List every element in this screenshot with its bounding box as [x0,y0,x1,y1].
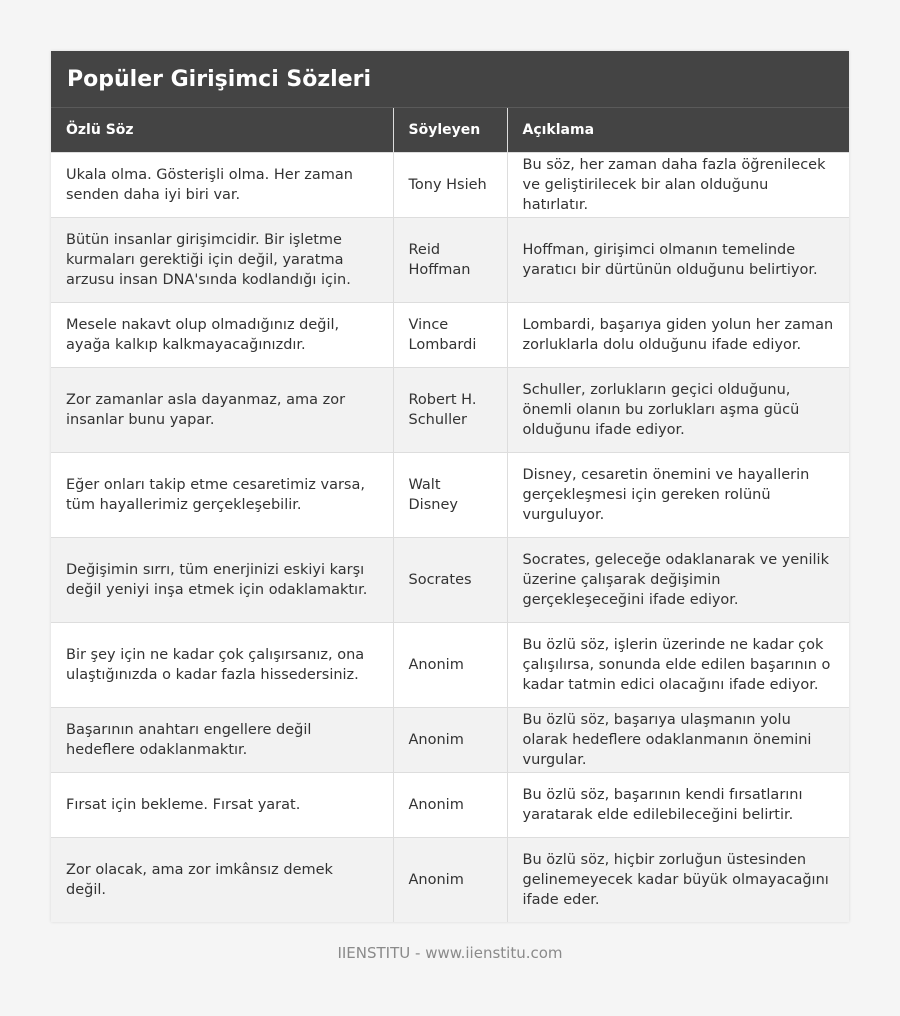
quote-cell: Zor olacak, ama zor imkânsız demek değil. [51,837,393,922]
table-title: Popüler Girişimci Sözleri [51,51,849,108]
table-header-row [51,108,849,152]
quote-cell: Fırsat için bekleme. Fırsat yarat. [51,772,393,837]
quotes-card [51,51,849,922]
table-row [51,367,849,452]
author-cell: Reid Hoffman [393,217,507,302]
quote-cell: Bütün insanlar girişimcidir. Bir işletme kurmaları gerektiği için değil, yaratma arzusu insan DNA'sında kodlandığı için. [51,217,393,302]
quote-cell: Eğer onları takip etme cesaretimiz varsa, tüm hayallerimiz gerçekleşebilir. [51,452,393,537]
author-cell: Anonim [393,837,507,922]
author-cell: Anonim [393,772,507,837]
quote-cell: Bir şey için ne kadar çok çalışırsanız, ona ulaştığınızda o kadar fazla hissedersiniz. [51,622,393,707]
description-cell: Bu özlü söz, başarıya ulaşmanın yolu olarak hedeflere odaklanmanın önemini vurgular. [507,707,849,772]
table-row [51,772,849,837]
quotes-table [51,108,849,922]
quote-cell: Mesele nakavt olup olmadığınız değil, ayağa kalkıp kalkmayacağınızdır. [51,302,393,367]
description-cell: Bu özlü söz, işlerin üzerinde ne kadar çok çalışılırsa, sonunda elde edilen başarının o kadar tatmin edici olacağını ifade ediyor. [507,622,849,707]
description-cell: Disney, cesaretin önemini ve hayallerin gerçekleşmesi için gereken rolünü vurguluyor. [507,452,849,537]
column-header-quote: Özlü Söz [51,108,393,152]
author-cell: Robert H. Schuller [393,367,507,452]
table-row [51,707,849,772]
quote-cell: Ukala olma. Gösterişli olma. Her zaman senden daha iyi biri var. [51,152,393,217]
footer-credit: IIENSTITU - www.iienstitu.com [337,944,563,962]
description-cell: Lombardi, başarıya giden yolun her zaman zorluklarla dolu olduğunu ifade ediyor. [507,302,849,367]
table-row [51,452,849,537]
table-row [51,217,849,302]
table-row [51,302,849,367]
table-row [51,537,849,622]
column-header-description: Açıklama [522,121,595,138]
author-cell: Walt Disney [393,452,507,537]
table-row [51,837,849,922]
author-cell: Vince Lombardi [393,302,507,367]
author-cell: Anonim [393,622,507,707]
description-cell: Bu söz, her zaman daha fazla öğrenilecek ve geliştirilecek bir alan olduğunu hatırlatır. [507,152,849,217]
author-cell: Anonim [393,707,507,772]
table-row [51,152,849,217]
description-cell: Hoffman, girişimci olmanın temelinde yaratıcı bir dürtünün olduğunu belirtiyor. [507,217,849,302]
description-cell: Schuller, zorlukların geçici olduğunu, önemli olanın bu zorlukları aşma gücü olduğunu ifade ediyor. [507,367,849,452]
quote-cell: Zor zamanlar asla dayanmaz, ama zor insanlar bunu yapar. [51,367,393,452]
author-cell: Tony Hsieh [393,152,507,217]
quote-cell: Başarının anahtarı engellere değil hedeflere odaklanmaktır. [51,707,393,772]
author-cell: Socrates [393,537,507,622]
description-cell: Bu özlü söz, hiçbir zorluğun üstesinden gelinemeyecek kadar büyük olmayacağını ifade eder. [507,837,849,922]
quote-cell: Değişimin sırrı, tüm enerjinizi eskiyi karşı değil yeniyi inşa etmek için odaklamaktır. [51,537,393,622]
table-row [51,622,849,707]
column-header-author: Söyleyen [393,108,507,152]
description-cell: Socrates, geleceğe odaklanarak ve yenilik üzerine çalışarak değişimin gerçekleşeceğini ifade ediyor. [507,537,849,622]
description-cell: Bu özlü söz, başarının kendi fırsatlarını yaratarak elde edilebileceğini belirtir. [507,772,849,837]
